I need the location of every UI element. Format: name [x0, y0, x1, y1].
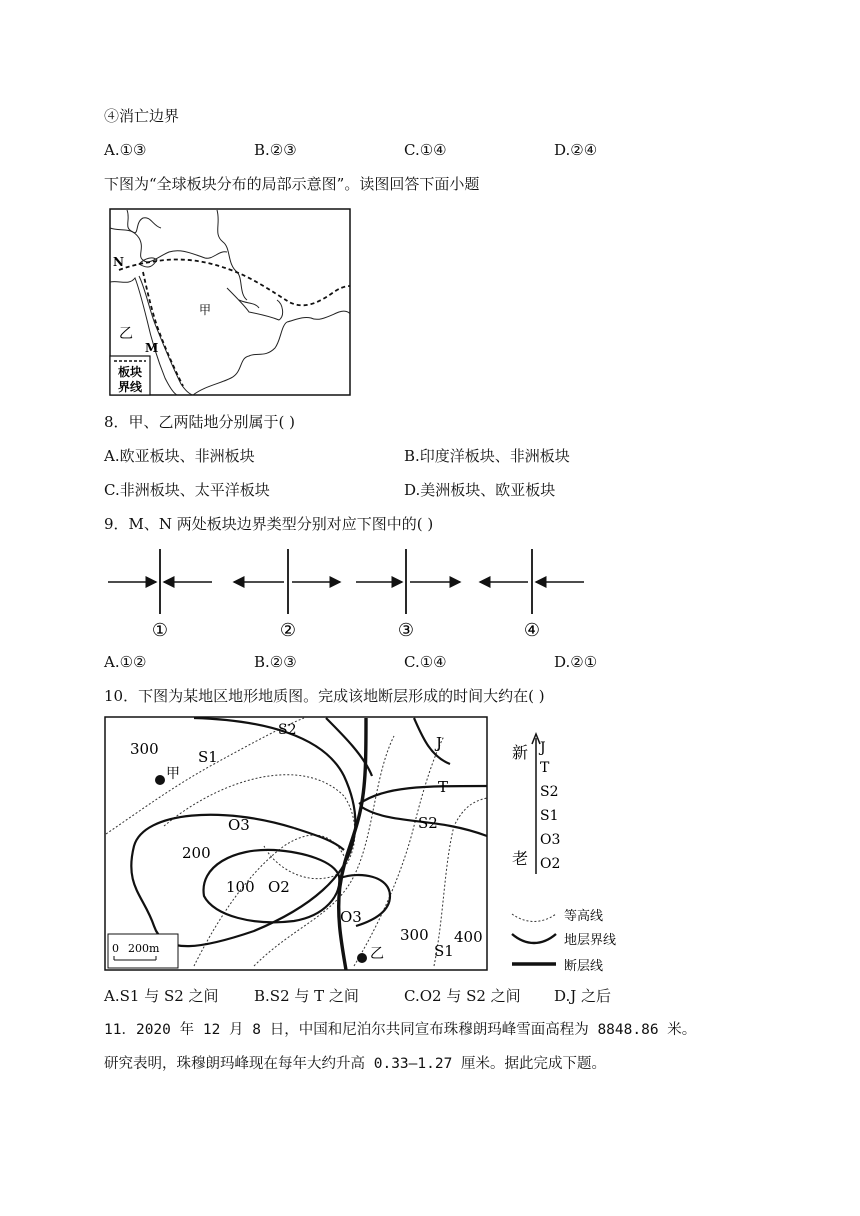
q7-option-4-text: ④消亡边界 — [104, 107, 180, 125]
legend-contour: 等高线 — [564, 909, 604, 924]
age-o3: O3 — [540, 832, 561, 848]
scale-length: 200m — [128, 942, 160, 955]
age-j: J — [540, 740, 546, 756]
point-jia: 甲 — [166, 766, 180, 782]
stratum-o3-b: O3 — [340, 908, 362, 926]
q10-stem: 10．下图为某地区地形地质图。完成该地断层形成的时间大约在( ) — [104, 687, 545, 705]
stratum-s1-a: S1 — [198, 748, 218, 766]
q9-choice-d: D.②① — [554, 653, 598, 671]
diagram-label-4: ④ — [523, 620, 541, 641]
map-legend-line2: 界线 — [117, 380, 143, 394]
q11-line2: 研究表明，珠穆朗玛峰现在每年大约升高 0.33—1.27 厘米。据此完成下题。 — [104, 1056, 607, 1072]
stratum-o3-a: O3 — [228, 816, 250, 834]
map-label-n: N — [113, 255, 124, 269]
map-label-yi: 乙 — [119, 326, 133, 342]
boundary-type-diagrams — [104, 544, 594, 644]
diagram-label-3: ③ — [397, 620, 415, 641]
q10-choice-c: C.O2 与 S2 之间 — [404, 987, 521, 1005]
contour-400: 400 — [454, 928, 483, 946]
stratum-t: T — [438, 778, 449, 796]
geomap-legend — [508, 904, 638, 974]
point-yi: 乙 — [370, 946, 384, 962]
q9-choice-c: C.①④ — [404, 653, 447, 671]
legend-fault: 断层线 — [564, 959, 604, 974]
q9-choice-a: A.①② — [104, 653, 147, 671]
q8-stem: 8．甲、乙两陆地分别属于( ) — [104, 413, 296, 431]
q11-line1: 11．2020 年 12 月 8 日，中国和尼泊尔共同宣布珠穆朗玛峰雪面高程为 8848.86 米。 — [104, 1022, 697, 1038]
age-s2: S2 — [540, 784, 559, 800]
stratum-s2-a: S2 — [278, 722, 297, 738]
q7-choice-b: B.②③ — [254, 141, 297, 159]
q9-stem: 9．M、N 两处板块边界类型分别对应下图中的( ) — [104, 515, 434, 533]
stratum-s1-b: S1 — [434, 942, 454, 960]
map-label-jia: 甲 — [199, 303, 212, 317]
stratum-s2-b: S2 — [418, 814, 438, 832]
map-intro-text: 下图为“全球板块分布的局部示意图”。读图回答下面小题 — [104, 175, 480, 193]
stratum-age-column — [508, 730, 588, 880]
age-new-label: 新 — [512, 743, 529, 762]
age-t: T — [540, 760, 550, 776]
map-label-m: M — [145, 341, 159, 355]
stratum-o2: O2 — [268, 878, 290, 896]
q8-choice-d: D.美洲板块、欧亚板块 — [404, 481, 556, 499]
age-s1: S1 — [540, 808, 559, 824]
q8-choice-a: A.欧亚板块、非洲板块 — [104, 447, 255, 465]
contour-300-a: 300 — [130, 740, 159, 758]
age-old-label: 老 — [512, 849, 529, 868]
q7-choice-d: D.②④ — [554, 141, 598, 159]
scale-zero: 0 — [112, 942, 119, 955]
q8-choice-b: B.印度洋板块、非洲板块 — [404, 447, 570, 465]
q10-choice-d: D.J 之后 — [554, 987, 612, 1005]
stratum-j: J — [436, 734, 443, 752]
contour-300-b: 300 — [400, 926, 429, 944]
contour-200: 200 — [182, 844, 211, 862]
diagram-label-1: ① — [151, 620, 169, 641]
q9-choice-b: B.②③ — [254, 653, 297, 671]
q7-choice-a: A.①③ — [104, 141, 147, 159]
q8-choice-c: C.非洲板块、太平洋板块 — [104, 481, 270, 499]
diagram-label-2: ② — [279, 620, 297, 641]
legend-stratum-boundary: 地层界线 — [564, 933, 617, 948]
plate-boundary-map — [109, 208, 351, 396]
contour-100: 100 — [226, 878, 255, 896]
q7-choice-c: C.①④ — [404, 141, 447, 159]
geologic-map — [104, 716, 488, 972]
age-o2: O2 — [540, 856, 561, 872]
map-legend-line1: 板块 — [117, 365, 143, 379]
q10-choice-b: B.S2 与 T 之间 — [254, 987, 359, 1005]
q10-choice-a: A.S1 与 S2 之间 — [104, 987, 219, 1005]
